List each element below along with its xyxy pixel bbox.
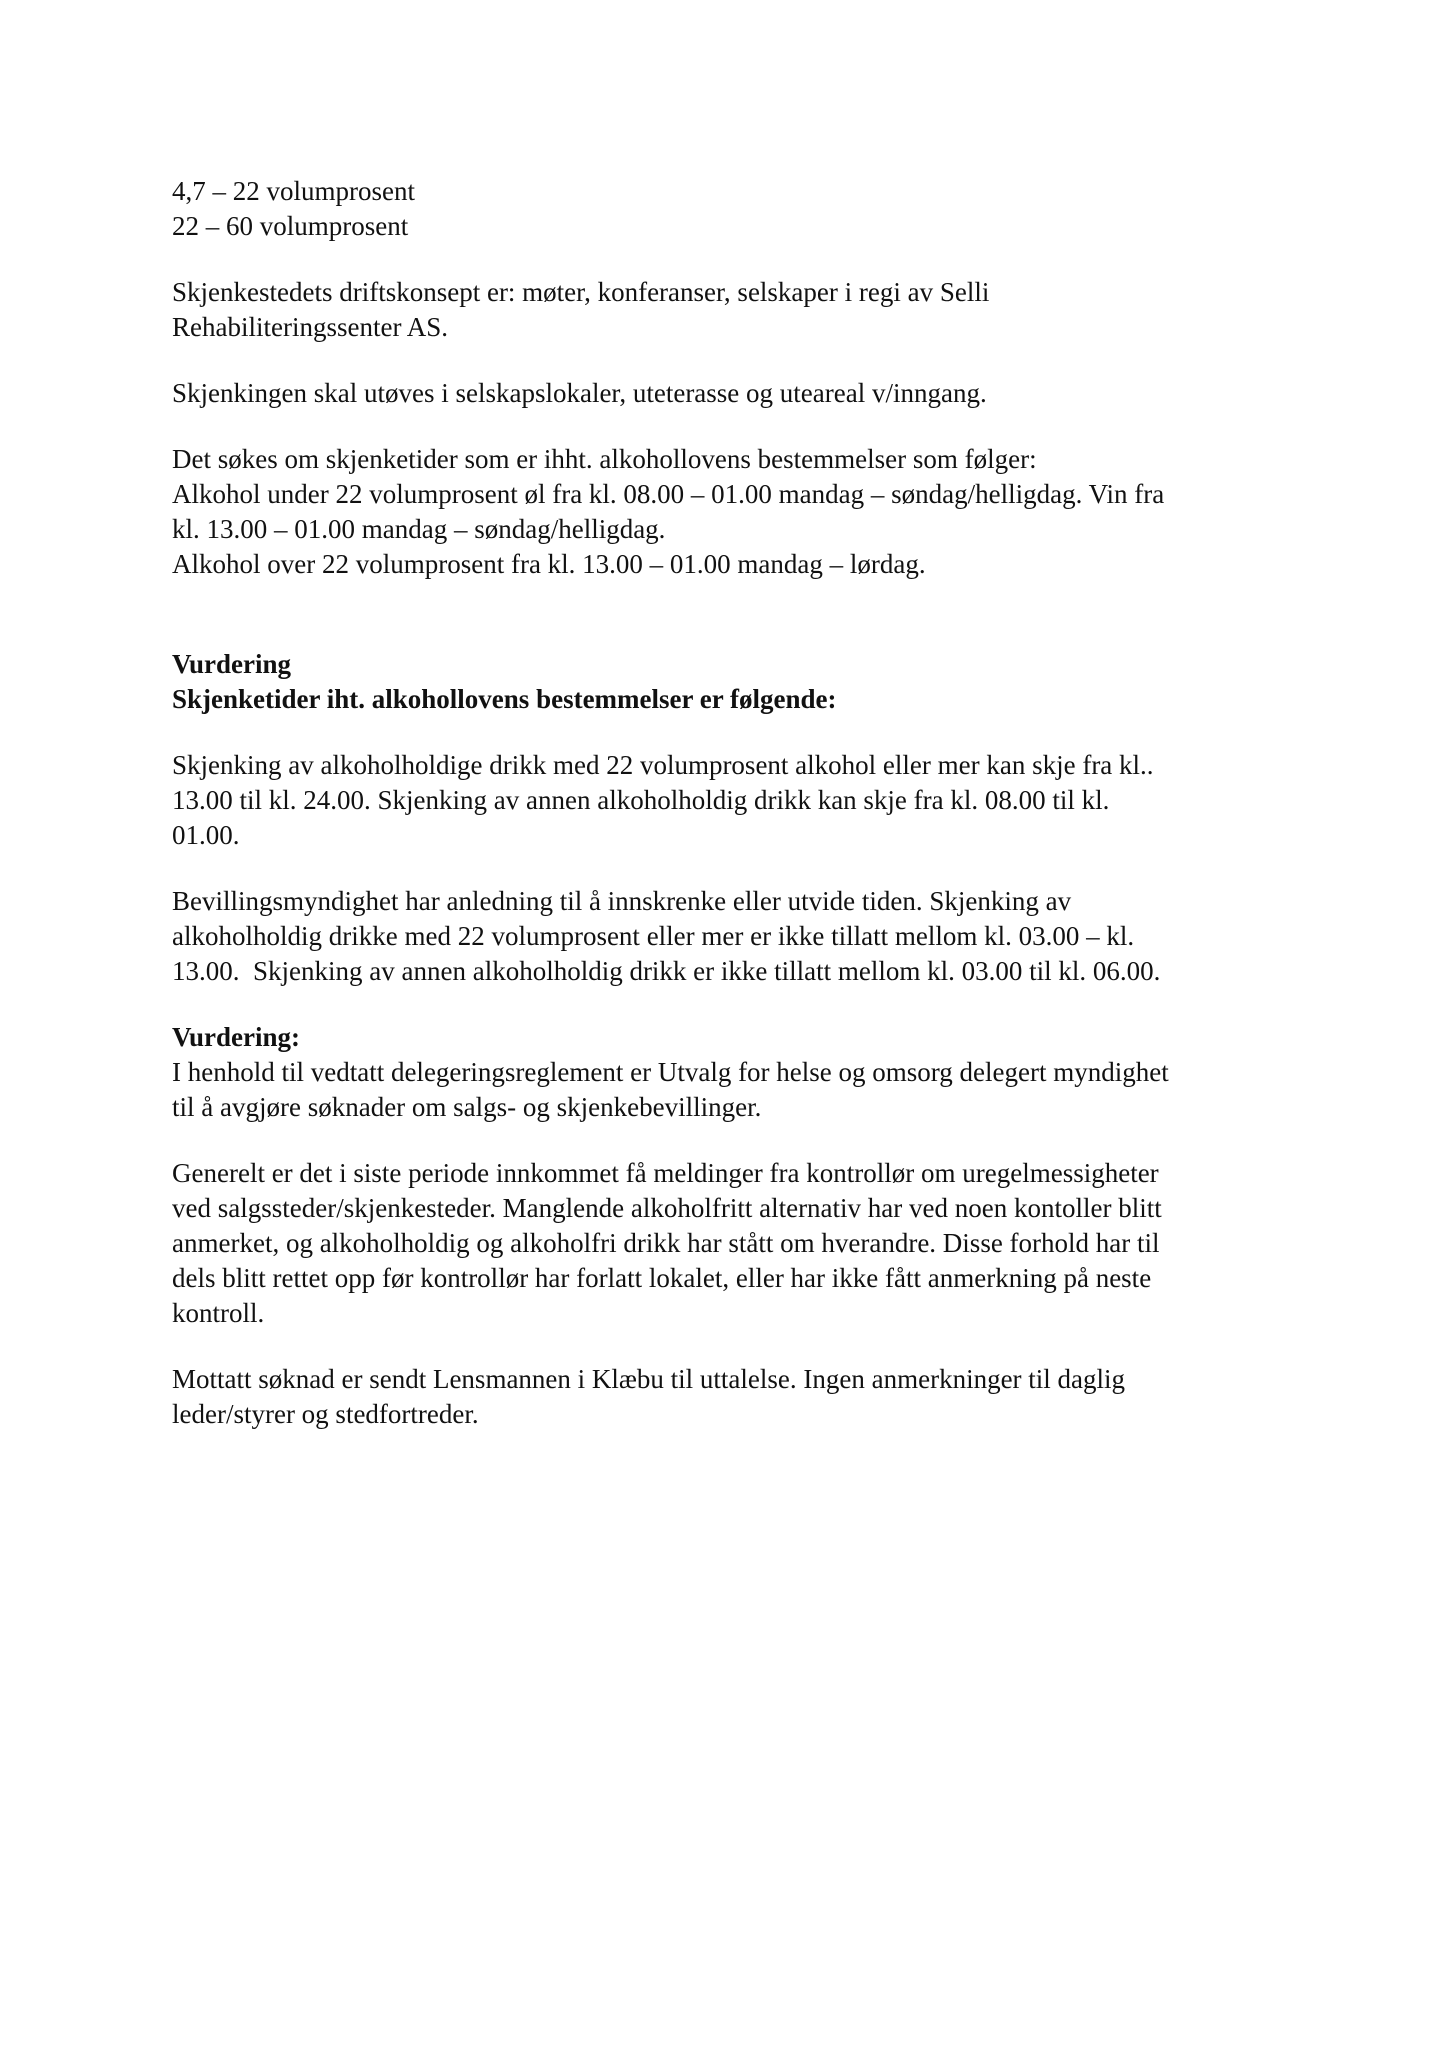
hours-applied-line-3: kl. 13.00 – 01.00 mandag – søndag/helligdag. [172,514,666,544]
authority-line-3: 13.00. Skjenking av annen alkoholholdig drikk er ikke tillatt mellom kl. 03.00 til kl. 06.00. [172,956,1161,986]
assessment-subtitle: Skjenketider iht. alkohollovens bestemmelser er følgende: [172,684,837,714]
hours-applied-line-4: Alkohol over 22 volumprosent fra kl. 13.00 – 01.00 mandag – lørdag. [172,549,926,579]
general-paragraph [172,1156,1282,1331]
assessment-heading [172,647,1282,717]
general-line-5: kontroll. [172,1298,265,1328]
range-line-2: 22 – 60 volumprosent [172,211,409,241]
law-hours-line-2: 13.00 til kl. 24.00. Skjenking av annen alkoholholdig drikk kan skje fra kl. 08.00 til kl. [172,785,1110,815]
assessment2-line-2: til å avgjøre søknader om salgs- og skjenkebevillinger. [172,1092,762,1122]
authority-line-1: Bevillingsmyndighet har anledning til å innskrenke eller utvide tiden. Skjenking av [172,886,1072,916]
authority-paragraph [172,884,1282,989]
general-line-3: anmerket, og alkoholholdig og alkoholfri drikk har stått om hverandre. Disse forhold har til [172,1228,1160,1258]
range-line-1: 4,7 – 22 volumprosent [172,176,415,206]
police-line-2: leder/styrer og stedfortreder. [172,1399,479,1429]
assessment2-line-1: I henhold til vedtatt delegeringsreglement er Utvalg for helse og omsorg delegert myndighet [172,1057,1169,1087]
law-hours-line-1: Skjenking av alkoholholdige drikk med 22 volumprosent alkohol eller mer kan skje fra kl.. [172,750,1154,780]
assessment-title: Vurdering [172,649,292,679]
document-page [172,174,1282,1432]
hours-applied-line-2: Alkohol under 22 volumprosent øl fra kl. 08.00 – 01.00 mandag – søndag/helligdag. Vin fra [172,479,1165,509]
concept-paragraph [172,275,1282,345]
authority-line-2: alkoholholdig drikke med 22 volumprosent eller mer er ikke tillatt mellom kl. 03.00 – kl. [172,921,1135,951]
law-hours-paragraph [172,748,1282,853]
police-paragraph [172,1362,1282,1432]
general-line-4: dels blitt rettet opp før kontrollør har forlatt lokalet, eller har ikke fått anmerkning på neste [172,1263,1152,1293]
hours-applied-line-1: Det søkes om skjenketider som er ihht. alkohollovens bestemmelser som følger: [172,444,1037,474]
general-line-2: ved salgssteder/skjenkesteder. Manglende alkoholfritt alternativ har ved noen kontoller blitt [172,1193,1162,1223]
concept-line-2: Rehabiliteringssenter AS. [172,312,448,342]
police-line-1: Mottatt søknad er sendt Lensmannen i Klæbu til uttalelse. Ingen anmerkninger til daglig [172,1364,1126,1394]
concept-line-1: Skjenkestedets driftskonsept er: møter, konferanser, selskaper i regi av Selli [172,277,990,307]
law-hours-line-3: 01.00. [172,820,240,850]
location-line-1: Skjenkingen skal utøves i selskapslokaler, uteterasse og uteareal v/inngang. [172,378,987,408]
location-paragraph [172,376,1282,411]
assessment-delegation-paragraph [172,1020,1282,1125]
general-line-1: Generelt er det i siste periode innkommet få meldinger fra kontrollør om uregelmessigheter [172,1158,1159,1188]
assessment2-title: Vurdering: [172,1022,301,1052]
alcohol-ranges [172,174,1282,244]
hours-applied-paragraph [172,442,1282,582]
